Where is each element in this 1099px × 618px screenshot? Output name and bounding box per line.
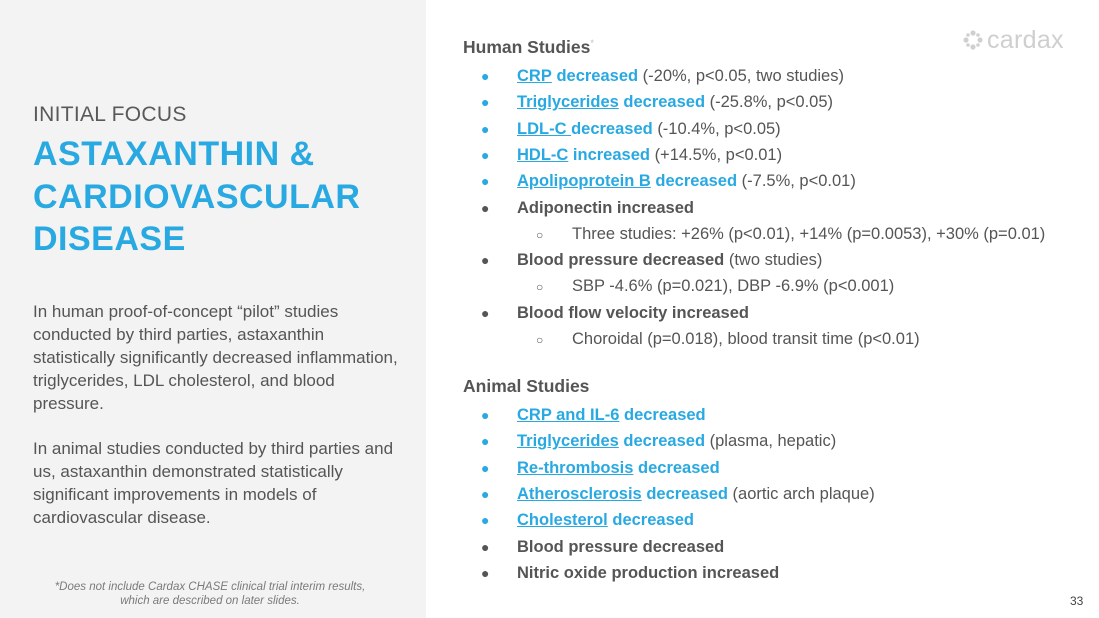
logo-mark-icon (962, 29, 984, 51)
sub-bullet-icon: ○ (536, 227, 544, 242)
summary-paragraph-animal: In animal studies conducted by third parties and us, astaxanthin demonstrated statistically significant improvements in models of cardiovascular disease. (33, 439, 394, 527)
reference-link[interactable]: LDL-C (517, 119, 572, 138)
finding-detail: (aortic arch plaque) (732, 484, 875, 503)
page-number: 33 (1070, 594, 1084, 608)
title-line-3: DISEASE (33, 220, 186, 258)
human-heading-footnote-mark: * (590, 38, 594, 49)
finding-detail: (-7.5%, p<0.01) (741, 172, 856, 191)
bullet-item (481, 146, 782, 165)
bullet-item (481, 511, 694, 530)
bullet-item (481, 485, 875, 504)
finding-label: Blood flow velocity increased (517, 303, 749, 322)
reference-link[interactable]: Re-thrombosis (517, 458, 634, 477)
reference-link[interactable]: CRP and IL-6 (517, 406, 620, 424)
bullet-item (481, 459, 720, 478)
reference-link[interactable]: Triglycerides (517, 432, 619, 451)
bullet-icon: ● (481, 173, 490, 190)
reference-link[interactable]: Cholesterol (517, 511, 608, 530)
bullet-icon: ● (481, 407, 490, 423)
sub-bullet-icon: ○ (536, 280, 544, 295)
finding-label: Blood pressure decreased (517, 251, 725, 270)
bullet-icon: ● (481, 459, 490, 476)
finding-label: decreased (571, 119, 653, 138)
bullet-item (481, 93, 833, 112)
summary-paragraph-human: In human proof-of-concept “pilot” studies conducted by third parties, astaxanthin statistically significantly decreased inflammation, triglycerides, LDL cholesterol, and blood pressure. (33, 302, 398, 413)
title-line-1: ASTAXANTHIN & (33, 135, 315, 173)
finding-detail: (-20%, p<0.05, two studies) (642, 67, 844, 85)
human-heading-text: Human Studies (463, 37, 591, 57)
finding-label: decreased (623, 406, 706, 424)
finding-label: Blood pressure decreased (517, 537, 725, 556)
bullet-item (481, 432, 836, 451)
bullet-icon: ● (481, 252, 490, 269)
finding-label: decreased (556, 67, 639, 85)
bullet-item (481, 304, 749, 323)
finding-label: decreased (638, 458, 720, 477)
bullet-icon: ● (481, 146, 490, 163)
finding-label: decreased (623, 93, 706, 112)
reference-link[interactable]: Apolipoprotein B (517, 172, 651, 191)
sub-bullet-text: Choroidal (p=0.018), blood transit time (p<0.01) (572, 330, 920, 348)
bullet-item (481, 67, 844, 86)
bullet-icon: ● (481, 485, 490, 502)
finding-detail: (-25.8%, p<0.05) (709, 93, 834, 112)
finding-label: decreased (623, 432, 706, 451)
finding-label: Nitric oxide production increased (517, 563, 780, 582)
bullet-icon: ● (481, 564, 490, 581)
bullet-item (481, 538, 724, 557)
sub-bullet-text: SBP -4.6% (p=0.021), DBP -6.9% (p<0.001) (572, 277, 895, 296)
reference-link[interactable]: HDL-C (517, 145, 569, 164)
finding-label: decreased (646, 484, 728, 503)
animal-studies-heading (463, 376, 589, 397)
cardax-logo (962, 25, 1064, 55)
bullet-icon: ● (481, 304, 490, 321)
finding-detail: (-10.4%, p<0.05) (657, 119, 781, 138)
human-studies-heading (463, 37, 594, 58)
bullet-icon: ● (481, 538, 490, 555)
bullet-item (481, 199, 694, 218)
finding-label: increased (572, 145, 650, 164)
bullet-icon: ● (481, 512, 490, 529)
bullet-item (481, 251, 822, 270)
sub-bullet-text: Three studies: +26% (p<0.01), +14% (p=0.0053), +30% (p=0.01) (572, 224, 1046, 243)
finding-detail: (two studies) (728, 251, 823, 270)
sub-bullet-item (536, 225, 1045, 244)
finding-label: Adiponectin increased (517, 198, 694, 217)
footnote-line-1: *Does not include Cardax CHASE clinical trial interim results, (54, 581, 366, 593)
bullet-icon: ● (481, 433, 490, 450)
finding-label: decreased (655, 172, 738, 191)
page-title (33, 133, 413, 261)
finding-label: decreased (612, 511, 695, 530)
bullet-item (481, 172, 856, 191)
animal-heading-text: Animal Studies (463, 376, 590, 396)
footnote (30, 580, 390, 608)
bullet-item (481, 120, 781, 139)
title-line-2: CARDIOVASCULAR (33, 177, 361, 216)
eyebrow-label: INITIAL FOCUS (33, 103, 187, 126)
bullet-icon: ● (481, 199, 490, 216)
reference-link[interactable]: Triglycerides (517, 93, 619, 112)
reference-link[interactable]: Atherosclerosis (517, 484, 642, 503)
logo-text: cardax (987, 25, 1064, 54)
bullet-icon: ● (481, 120, 490, 137)
finding-detail: (plasma, hepatic) (709, 432, 837, 451)
sub-bullet-icon: ○ (536, 333, 544, 347)
footnote-line-2: which are described on later slides. (120, 595, 300, 607)
bullet-icon: ● (481, 68, 490, 84)
sub-bullet-item (536, 330, 920, 349)
bullet-item (481, 406, 706, 425)
sub-bullet-item (536, 277, 894, 296)
left-panel (0, 0, 426, 618)
bullet-icon: ● (481, 94, 490, 111)
reference-link[interactable]: CRP (517, 67, 552, 85)
bullet-item (481, 564, 779, 583)
finding-detail: (+14.5%, p<0.01) (654, 145, 783, 164)
